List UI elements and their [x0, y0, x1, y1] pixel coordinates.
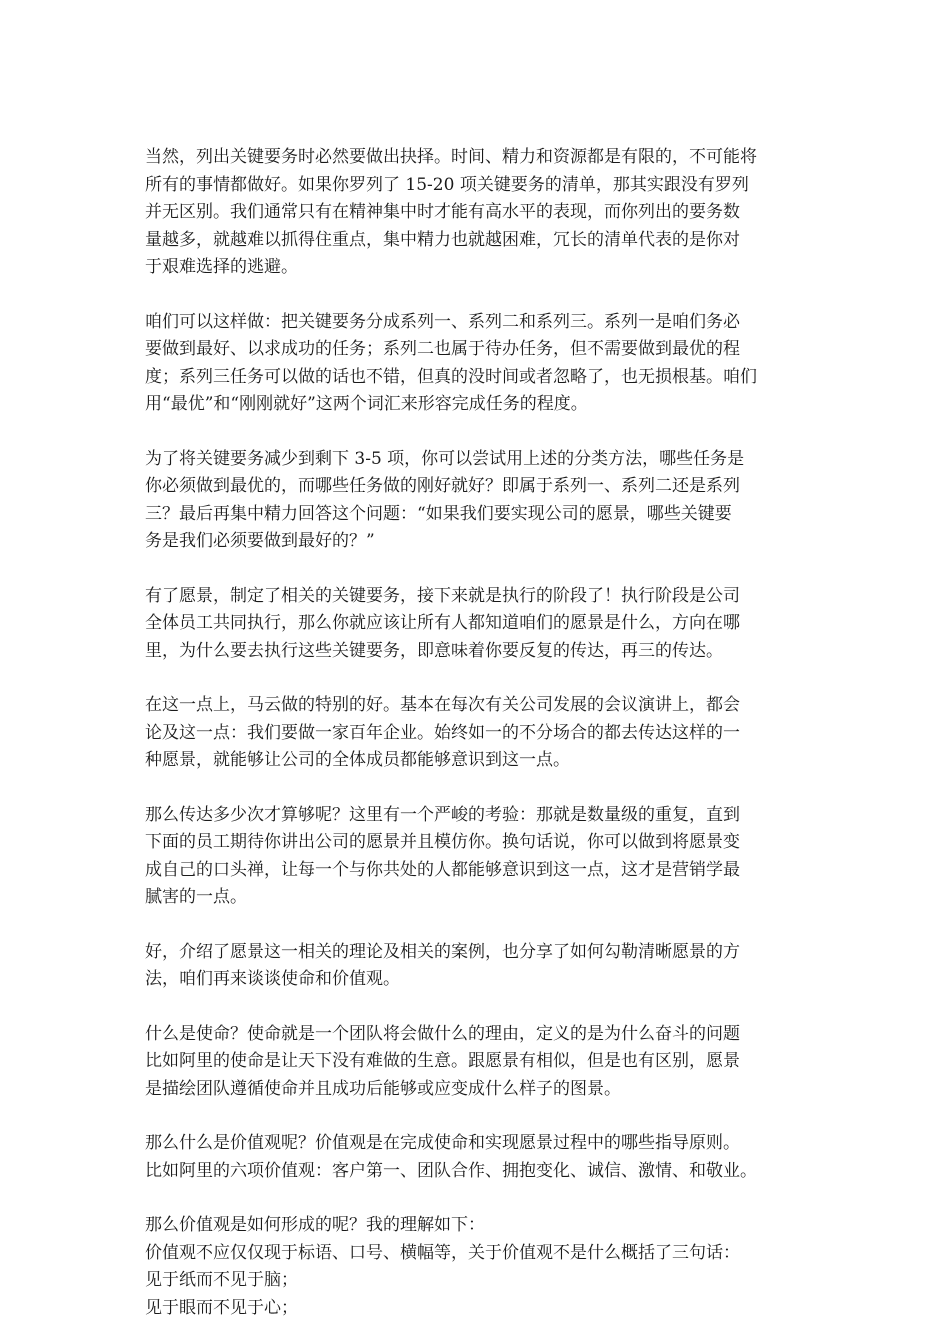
paragraph: [145, 1212, 815, 1322]
text-line: 什么是使命？使命就是一个团队将会做什么的理由，定义的是为什么奋斗的问题: [145, 1023, 740, 1044]
text-line: 下面的员工期待你讲出公司的愿景并且模仿你。换句话说，你可以做到将愿景变: [145, 832, 740, 852]
text-line: 度；系列三任务可以做的话也不错，但真的没时间或者忽略了，也无损根基。咱们: [145, 366, 757, 387]
text-line: 见于纸而不见于脑；: [145, 1270, 298, 1290]
text-line: 为了将关键要务减少到剩下 3-5 项，你可以尝试用上述的分类方法，哪些任务是: [145, 448, 745, 469]
paragraph: [145, 144, 815, 282]
paragraph: [145, 446, 815, 556]
text-line: 于艰难选择的逃避。: [145, 257, 298, 277]
text-line: 务是我们必须要做到最好的？”: [145, 531, 375, 551]
text-line: 在这一点上，马云做的特别的好。基本在每次有关公司发展的会议演讲上，都会: [145, 695, 740, 715]
text-line: 咱们可以这样做：把关键要务分成系列一、系列二和系列三。系列一是咱们务必: [145, 311, 740, 332]
text-line: 里，为什么要去执行这些关键要务，即意味着你要反复的传达，再三的传达。: [145, 640, 723, 661]
paragraph: [145, 692, 815, 775]
text-line: 当然，列出关键要务时必然要做出抉择。时间、精力和资源都是有限的，不可能将: [145, 147, 757, 167]
text-line: 腻害的一点。: [145, 887, 247, 907]
text-line: 那么价值观是如何形成的呢？我的理解如下：: [145, 1215, 485, 1235]
text-line: 所有的事情都做好。如果你罗列了 15-20 项关键要务的清单，那其实跟没有罗列: [145, 174, 749, 195]
text-line: 法，咱们再来谈谈使命和价值观。: [145, 969, 400, 989]
text-line: 并无区别。我们通常只有在精神集中时才能有高水平的表现，而你列出的要务数: [145, 202, 740, 222]
text-line: 见于眼而不见于心；: [145, 1297, 298, 1318]
paragraph: [145, 939, 815, 994]
text-line: 价值观不应仅仅现于标语、口号、横幅等，关于价值观不是什么概括了三句话：: [145, 1242, 740, 1263]
document-body: [145, 144, 815, 1322]
paragraph: [145, 583, 815, 666]
text-line: 比如阿里的使命是让天下没有难做的生意。跟愿景有相似，但是也有区别，愿景: [145, 1051, 740, 1071]
paragraph: [145, 1130, 815, 1185]
text-line: 是描绘团队遵循使命并且成功后能够或应变成什么样子的图景。: [145, 1078, 621, 1099]
text-line: 你必须做到最优的，而哪些任务做的刚好就好？即属于系列一、系列二还是系列: [145, 476, 740, 496]
text-line: 量越多，就越难以抓得住重点，集中精力也就越困难，冗长的清单代表的是你对: [145, 229, 740, 250]
text-line: 种愿景，就能够让公司的全体成员都能够意识到这一点。: [145, 750, 570, 770]
text-line: 那么传达多少次才算够呢？这里有一个严峻的考验：那就是数量级的重复，直到: [145, 804, 740, 825]
text-line: 比如阿里的六项价值观：客户第一、团队合作、拥抱变化、诚信、激情、和敬业。: [145, 1160, 757, 1181]
paragraph: [145, 309, 815, 419]
text-line: 三？最后再集中精力回答这个问题：“如果我们要实现公司的愿景，哪些关键要: [145, 503, 732, 524]
paragraph: [145, 802, 815, 912]
text-line: 用“最优”和“刚刚就好”这两个词汇来形容完成任务的程度。: [145, 394, 588, 414]
paragraph: [145, 1021, 815, 1104]
text-line: 好，介绍了愿景这一相关的理论及相关的案例，也分享了如何勾勒清晰愿景的方: [145, 941, 740, 962]
text-line: 全体员工共同执行，那么你就应该让所有人都知道咱们的愿景是什么，方向在哪: [145, 613, 740, 633]
text-line: 有了愿景，制定了相关的关键要务，接下来就是执行的阶段了！执行阶段是公司: [145, 585, 740, 606]
text-line: 论及这一点：我们要做一家百年企业。始终如一的不分场合的都去传达这样的一: [145, 722, 740, 743]
text-line: 要做到最好、以求成功的任务；系列二也属于待办任务，但不需要做到最优的程: [145, 339, 740, 359]
text-line: 成自己的口头禅，让每一个与你共处的人都能够意识到这一点，这才是营销学最: [145, 859, 740, 880]
text-line: 那么什么是价值观呢？价值观是在完成使命和实现愿景过程中的哪些指导原则。: [145, 1133, 740, 1153]
